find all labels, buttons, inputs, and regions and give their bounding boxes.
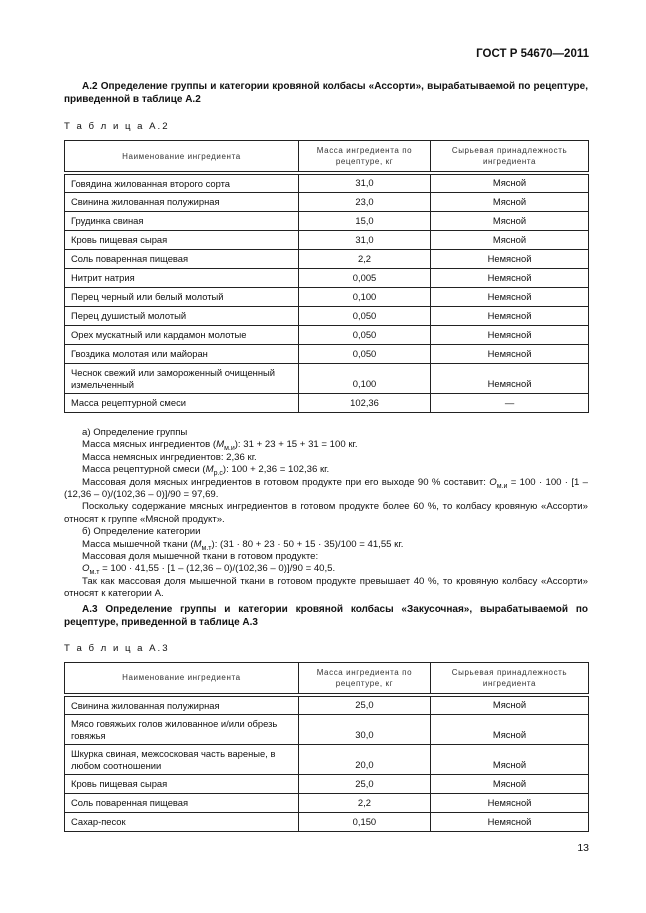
table-a2 xyxy=(64,140,589,413)
table-row xyxy=(65,394,589,413)
ingredient-mass: 102,36 xyxy=(298,394,430,413)
ingredient-category: Мясной xyxy=(431,193,589,212)
text-paragraph xyxy=(64,551,588,563)
ingredient-category: Мясной xyxy=(430,774,588,793)
ingredient-mass: 31,0 xyxy=(298,173,430,193)
ingredient-name: Нитрит натрия xyxy=(65,269,299,288)
ingredient-name: Соль поваренная пищевая xyxy=(65,250,299,269)
ingredient-category: Немясной xyxy=(431,326,589,345)
text-paragraph xyxy=(64,576,588,601)
table-row xyxy=(65,212,589,231)
ingredient-category: Мясной xyxy=(431,173,589,193)
ingredient-name: Кровь пищевая сырая xyxy=(65,231,299,250)
text-segment: б) Определение категории xyxy=(82,526,201,538)
table-row xyxy=(65,695,589,715)
table-row xyxy=(65,714,589,744)
table-row xyxy=(65,193,589,212)
text-segment: = 100 · 100 · [1 – (12,36 – 0)/(102,36 – 0)]/90 = 97,69. xyxy=(64,476,588,501)
ingredient-category: Немясной xyxy=(430,812,588,831)
ingredient-name: Кровь пищевая сырая xyxy=(65,774,299,793)
ingredient-category: Мясной xyxy=(430,695,588,715)
ingredient-mass: 25,0 xyxy=(298,774,430,793)
table-row xyxy=(65,250,589,269)
text-segment: ): (31 · 80 + 23 · 50 + 15 · 35)/100 = 41,55 кг. xyxy=(211,538,404,550)
section-heading-a2: А.2 Определение группы и категории кровяной колбасы «Ассорти», вырабатываемой по рецептуре, приведенной в таблице А.2 xyxy=(64,81,588,105)
page-number: 13 xyxy=(577,841,589,854)
text-segment: Масса мясных ингредиентов ( xyxy=(82,439,217,451)
text-paragraph xyxy=(64,477,588,502)
ingredient-category: Мясной xyxy=(430,744,588,774)
text-paragraph xyxy=(64,427,588,439)
ingredient-mass: 0,150 xyxy=(298,812,430,831)
ingredient-name: Чеснок свежий или замороженный очищенный измельченный xyxy=(65,364,299,394)
ingredient-mass: 30,0 xyxy=(298,714,430,744)
ingredient-category: Немясной xyxy=(431,345,589,364)
document-header: ГОСТ Р 54670—2011 xyxy=(476,48,589,60)
ingredient-mass: 23,0 xyxy=(298,193,430,212)
text-paragraph xyxy=(64,526,588,538)
ingredient-category: Мясной xyxy=(431,231,589,250)
column-header: Наименование ингредиента xyxy=(65,141,299,174)
ingredient-name: Гвоздика молотая или майоран xyxy=(65,345,299,364)
text-segment: ): 100 + 2,36 = 102,36 кг. xyxy=(222,464,330,476)
ingredient-category: Немясной xyxy=(430,793,588,812)
ingredient-mass: 0,100 xyxy=(298,288,430,307)
table-row xyxy=(65,269,589,288)
subscript: м.и xyxy=(496,482,508,490)
table-row xyxy=(65,326,589,345)
table-row xyxy=(65,793,589,812)
table-header-row xyxy=(65,141,589,174)
ingredient-mass: 31,0 xyxy=(298,231,430,250)
text-segment: М xyxy=(216,439,225,451)
ingredient-category: Немясной xyxy=(431,269,589,288)
text-segment: Так как массовая доля мышечной ткани в готовом продукте превышает 40 %, то кровяную колбасу «Ассорти» относят к категории А. xyxy=(64,575,588,600)
text-paragraph xyxy=(64,464,588,476)
ingredient-mass: 2,2 xyxy=(298,250,430,269)
calculation-text xyxy=(64,427,588,601)
ingredient-mass: 0,005 xyxy=(298,269,430,288)
ingredient-name: Говядина жилованная второго сорта xyxy=(65,173,299,193)
ingredient-category: Немясной xyxy=(431,250,589,269)
text-paragraph xyxy=(64,501,588,526)
text-segment: Масса мышечной ткани ( xyxy=(82,538,194,550)
ingredient-name: Перец черный или белый молотый xyxy=(65,288,299,307)
text-paragraph xyxy=(64,439,588,451)
text-paragraph xyxy=(64,452,588,464)
text-segment: = 100 · 41,55 · [1 – (12,36 – 0)/(102,36 – 0)]/90 = 40,5. xyxy=(99,563,336,575)
column-header: Наименование ингредиента xyxy=(65,662,299,695)
column-header: Масса ингредиента по рецептуре, кг xyxy=(298,662,430,695)
column-header: Сырьевая принадлежность ингредиента xyxy=(431,141,589,174)
table-row xyxy=(65,812,589,831)
ingredient-name: Соль поваренная пищевая xyxy=(65,793,299,812)
ingredient-category: Немясной xyxy=(431,307,589,326)
table-row xyxy=(65,288,589,307)
text-segment: О xyxy=(489,476,497,488)
table-row xyxy=(65,744,589,774)
ingredient-name: Мясо говяжьих голов жилованное и/или обрезь говяжья xyxy=(65,714,299,744)
text-segment: а) Определение группы xyxy=(82,427,188,438)
text-paragraph xyxy=(64,563,588,575)
table-row xyxy=(65,231,589,250)
text-segment: О xyxy=(82,563,90,575)
text-paragraph xyxy=(64,539,588,551)
ingredient-name: Орех мускатный или кардамон молотые xyxy=(65,326,299,345)
section-heading-a3: А.3 Определение группы и категории кровяной колбасы «Закусочная», вырабатываемой по рецептуре, приведенной в таблице А.3 xyxy=(64,603,588,628)
ingredient-mass: 15,0 xyxy=(298,212,430,231)
ingredient-name: Свинина жилованная полужирная xyxy=(65,695,299,715)
table-row xyxy=(65,307,589,326)
ingredient-name: Масса рецептурной смеси xyxy=(65,394,299,413)
text-segment: М xyxy=(193,538,202,550)
ingredient-category: Мясной xyxy=(431,212,589,231)
ingredient-mass: 2,2 xyxy=(298,793,430,812)
ingredient-mass: 0,050 xyxy=(298,307,430,326)
ingredient-mass: 0,100 xyxy=(298,364,430,394)
table-a3 xyxy=(64,662,589,832)
text-segment: Массовая доля мясных ингредиентов в готовом продукте при его выходе 90 % составит: xyxy=(82,476,490,488)
ingredient-mass: 25,0 xyxy=(298,695,430,715)
table-row xyxy=(65,345,589,364)
subscript: м.т xyxy=(201,544,212,552)
ingredient-mass: 0,050 xyxy=(298,345,430,364)
subscript: м.т xyxy=(89,569,100,577)
column-header: Масса ингредиента по рецептуре, кг xyxy=(298,141,430,174)
column-header: Сырьевая принадлежность ингредиента xyxy=(430,662,588,695)
subscript: р.с xyxy=(213,470,223,478)
table-caption-a2: Т а б л и ц а А.2 xyxy=(64,121,170,132)
ingredient-category: — xyxy=(431,394,589,413)
ingredient-mass: 20,0 xyxy=(298,744,430,774)
table-caption-a3: Т а б л и ц а А.3 xyxy=(64,642,170,654)
table-header-row xyxy=(65,662,589,695)
ingredient-name: Грудинка свиная xyxy=(65,212,299,231)
ingredient-category: Немясной xyxy=(431,288,589,307)
text-segment: ): 31 + 23 + 15 + 31 = 100 кг. xyxy=(234,439,358,451)
table-row xyxy=(65,364,589,394)
ingredient-name: Свинина жилованная полужирная xyxy=(65,193,299,212)
ingredient-name: Перец душистый молотый xyxy=(65,307,299,326)
table-row xyxy=(65,774,589,793)
text-segment: Поскольку содержание мясных ингредиентов в готовом продукте более 60 %, то колбасу кровяную «Ассорти» относят к группе «Мясной продукт». xyxy=(64,501,588,525)
text-segment: Массовая доля мышечной ткани в готовом продукте: xyxy=(82,551,319,563)
ingredient-name: Сахар-песок xyxy=(65,812,299,831)
ingredient-name: Шкурка свиная, межсосковая часть вареные, в любом соотношении xyxy=(65,744,299,774)
text-segment: М xyxy=(205,464,214,476)
ingredient-mass: 0,050 xyxy=(298,326,430,345)
subscript: м.и xyxy=(224,445,235,453)
table-row xyxy=(65,173,589,193)
text-segment: Масса немясных ингредиентов: 2,36 кг. xyxy=(82,451,257,463)
ingredient-category: Мясной xyxy=(430,714,588,744)
text-segment: Масса рецептурной смеси ( xyxy=(82,464,206,476)
ingredient-category: Немясной xyxy=(431,364,589,394)
